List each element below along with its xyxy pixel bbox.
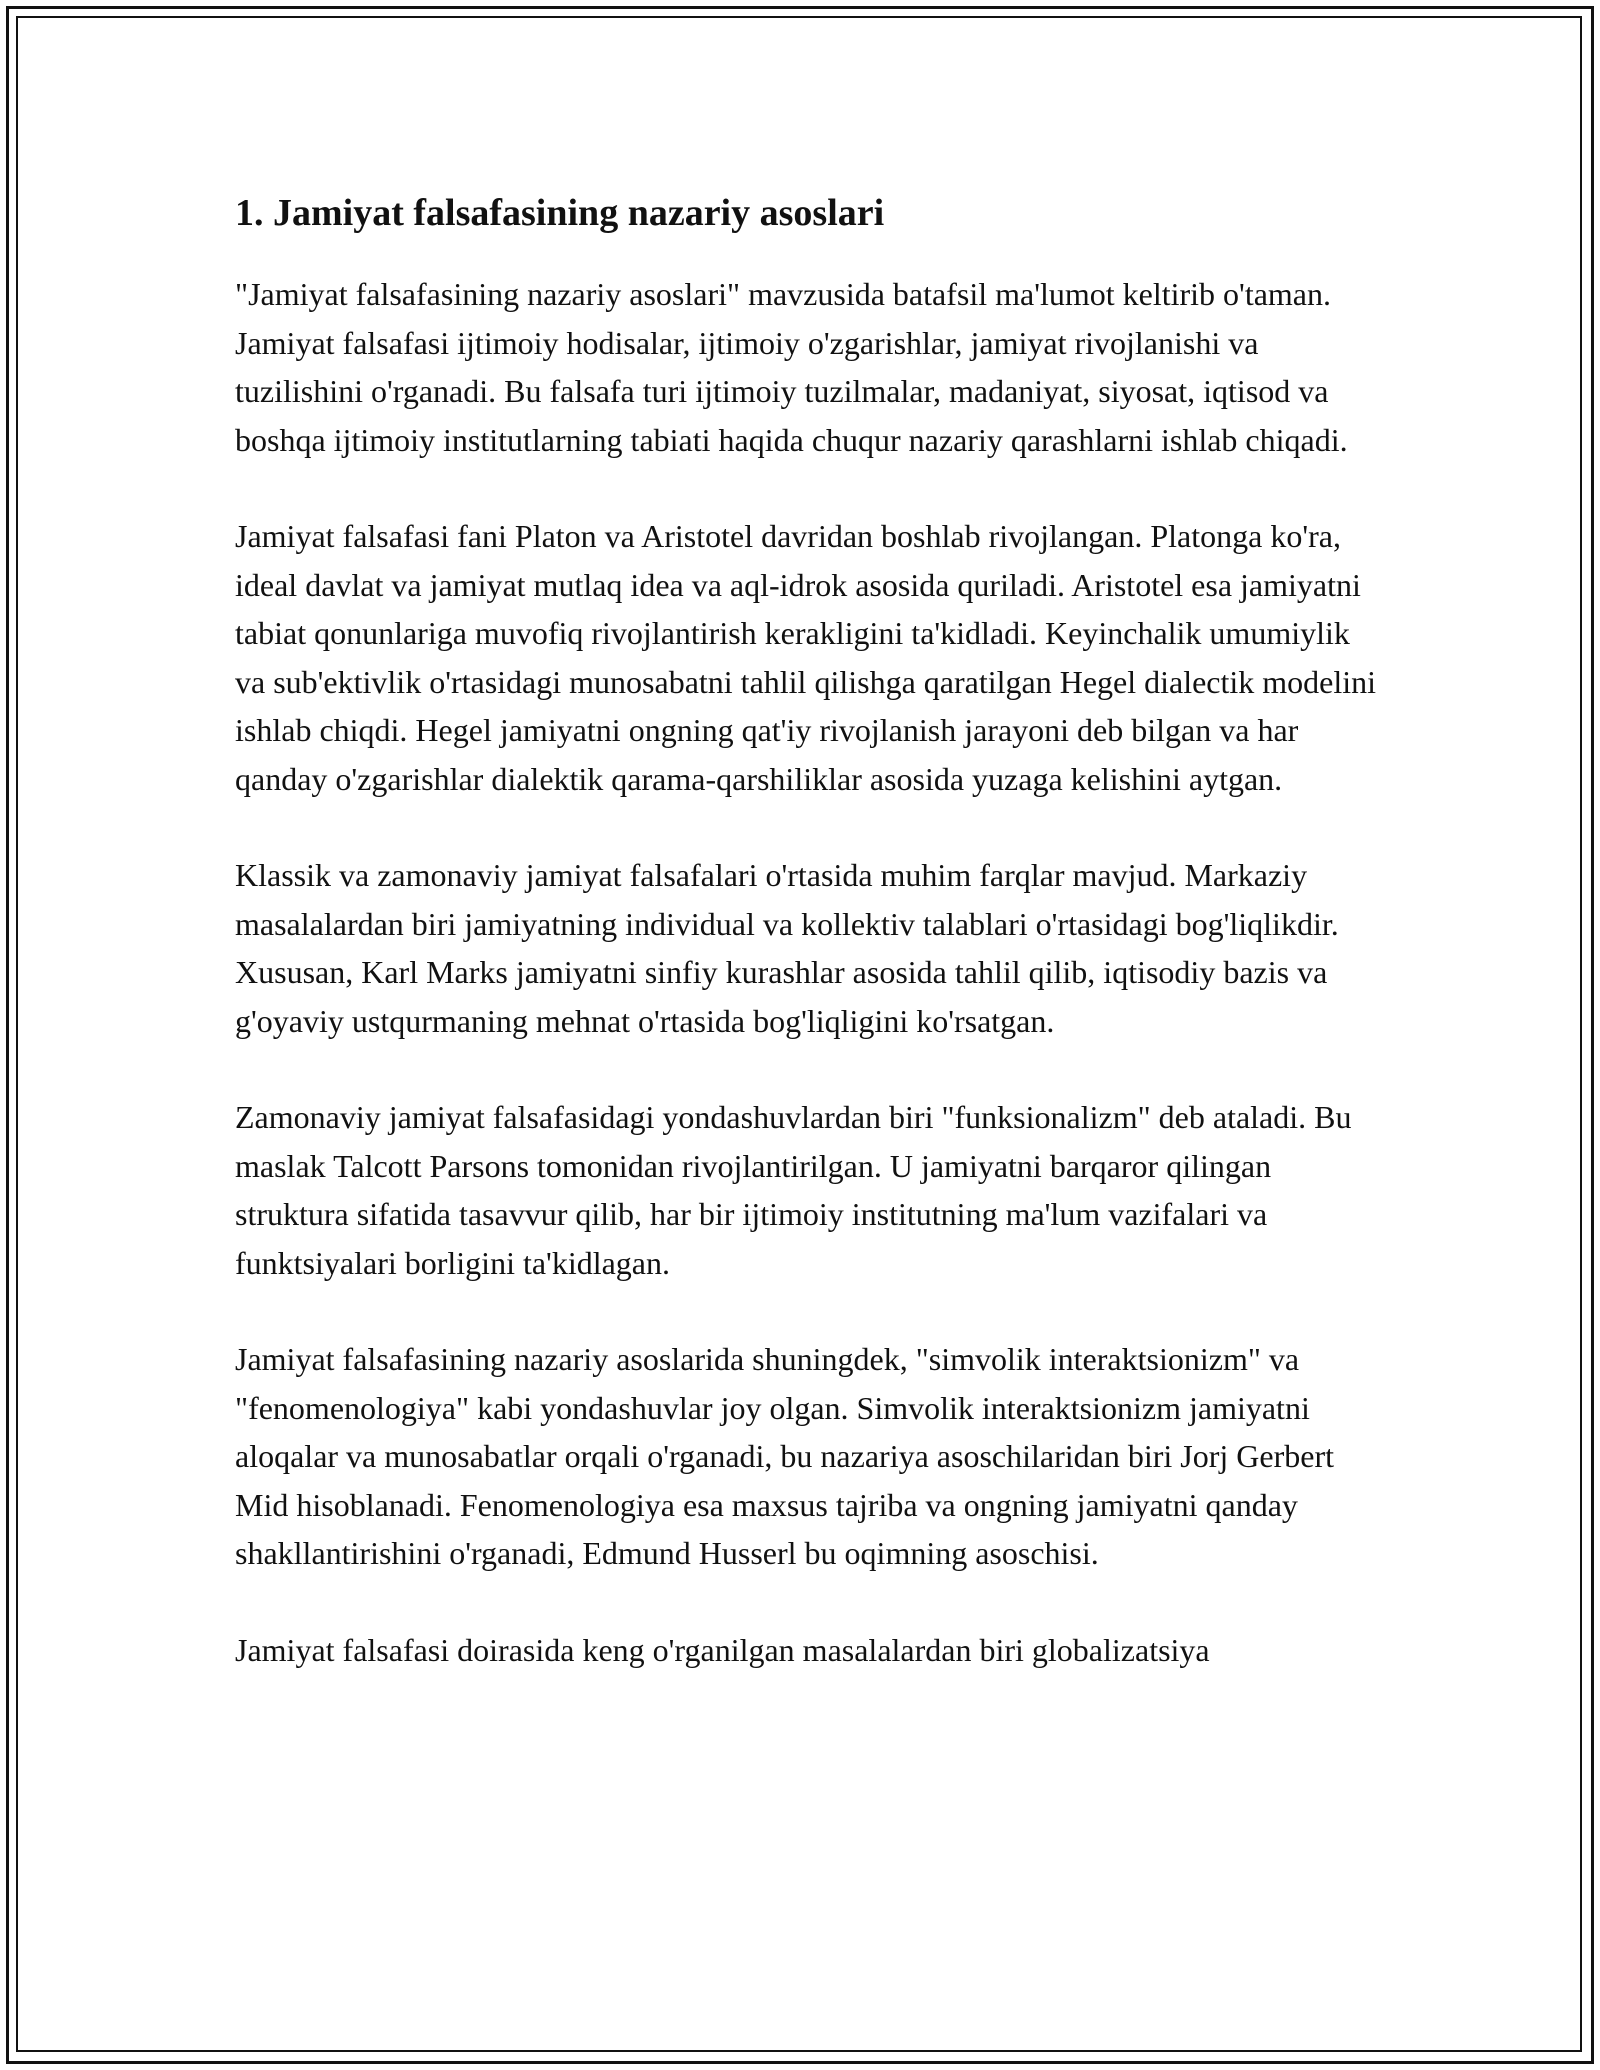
paragraph-globalization: Jamiyat falsafasi doirasida keng o'rganilgan masalalardan biri globalizatsiya xyxy=(235,1631,1210,1668)
paragraph-classic-modern: Klassik va zamonaviy jamiyat falsafalari o'rtasida muhim farqlar mavjud. Markaziy masalalardan biri jamiyatning individual va kollektiv talablari o'rtasidagi bog'liqlikdir. Xususan, Karl Marks jamiyatni sinfiy kurashlar asosida tahlil qilib, iqtisodiy bazis va g'oyaviy ustqurmaning mehnat o'rtasida bog'liqligini ko'rsatgan. xyxy=(235,857,1339,1039)
paragraph-history: Jamiyat falsafasi fani Platon va Aristotel davridan boshlab rivojlangan. Platonga ko'ra, ideal davlat va jamiyat mutlaq idea va aql-idrok asosida quriladi. Aristotel esa jamiyatni tabiat qonunlariga muvofiq rivojlantirish kerakligini ta'kidladi. Keyinchalik umumiylik va sub'ektivlik o'rtasidagi munosabatni tahlil qilishga qaratilgan Hegel dialectik modelini ishlab chiqdi. Hegel jamiyatni ongning qat'iy rivojlanish jarayoni deb bilgan va har qanday o'zgarishlar dialektik qarama-qarshiliklar asosida yuzaga kelishini aytgan. xyxy=(235,518,1377,797)
paragraph-intro: "Jamiyat falsafasining nazariy asoslari" mavzusida batafsil ma'lumot keltirib o'taman. Jamiyat falsafasi ijtimoiy hodisalar, ijtimoiy o'zgarishlar, jamiyat rivojlanishi va tuzilishini o'rganadi. Bu falsafa turi ijtimoiy tuzilmalar, madaniyat, siyosat, iqtisod va boshqa ijtimoiy institutlarning tabiati haqida chuqur nazariy qarashlarni ishlab chiqadi. xyxy=(235,276,1348,458)
document-body xyxy=(235,186,1385,1722)
paragraph-functionalism: Zamonaviy jamiyat falsafasidagi yondashuvlardan biri "funksionalizm" deb ataladi. Bu maslak Talcott Parsons tomonidan rivojlantirilgan. U jamiyatni barqaror qilingan struktura sifatida tasavvur qilib, har bir ijtimoiy institutning ma'lum vazifalari va funktsiyalari borligini ta'kidlagan. xyxy=(235,1099,1352,1281)
section-heading: 1. Jamiyat falsafasining nazariy asoslari xyxy=(235,192,885,234)
paragraph-interactionism: Jamiyat falsafasining nazariy asoslarida shuningdek, "simvolik interaktsionizm" va "fenomenologiya" kabi yondashuvlar joy olgan. Simvolik interaktsionizm jamiyatni aloqalar va munosabatlar orqali o'rganadi, bu nazariya asoschilaridan biri Jorj Gerbert Mid hisoblanadi. Fenomenologiya esa maxsus tajriba va ongning jamiyatni qanday shakllantirishini o'rganadi, Edmund Husserl bu oqimning asoschisi. xyxy=(235,1341,1334,1571)
